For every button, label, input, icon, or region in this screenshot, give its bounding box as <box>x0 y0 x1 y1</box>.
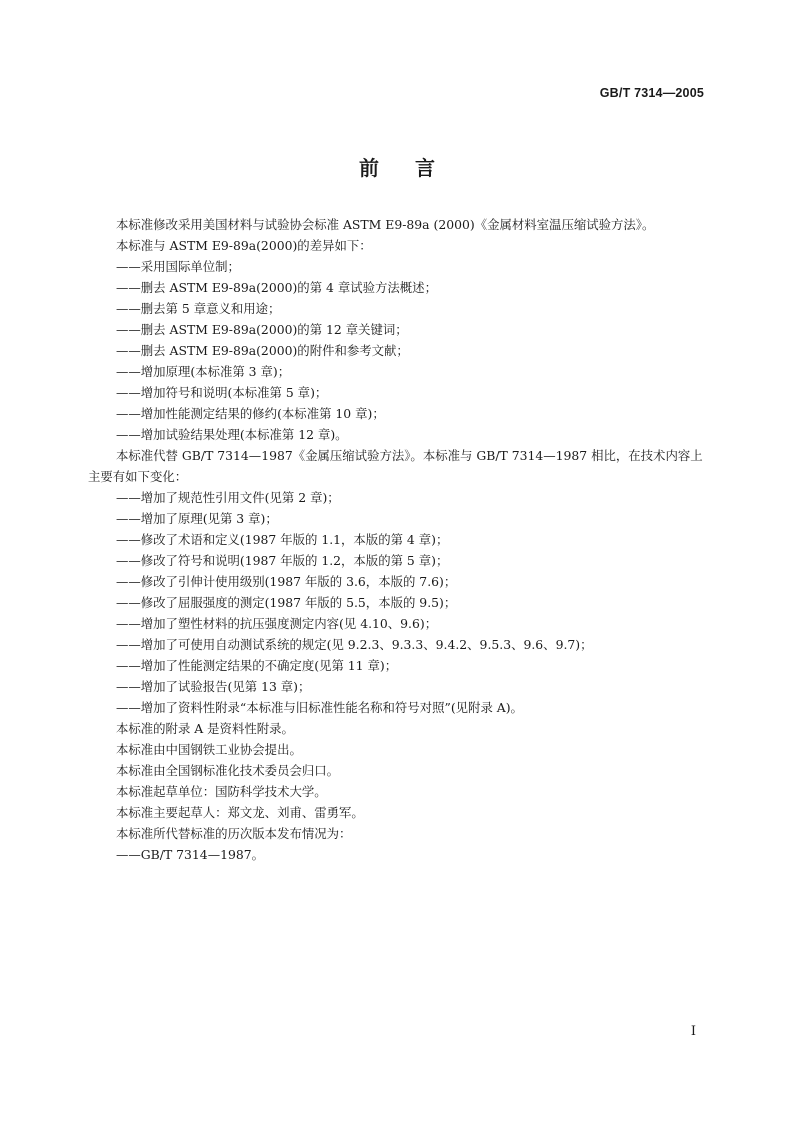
list-item: ——增加性能测定结果的修约(本标准第 10 章)； <box>116 406 385 421</box>
list-item: ——删去 ASTM E9-89a(2000)的第 4 章试验方法概述； <box>116 280 437 295</box>
list-item: ——修改了屈服强度的测定(1987 年版的 5.5，本版的 9.5)； <box>116 595 457 610</box>
document-code: GB/T 7314—2005 <box>599 86 704 100</box>
list-item: ——修改了引伸计使用级别(1987 年版的 3.6，本版的 7.6)； <box>116 574 457 589</box>
paragraph: 本标准的附录 A 是资料性附录。 <box>116 721 294 736</box>
list-item: ——删去 ASTM E9-89a(2000)的第 12 章关键词； <box>116 322 408 337</box>
list-item: ——修改了符号和说明(1987 年版的 1.2，本版的第 5 章)； <box>116 553 449 568</box>
page-title: 前言 <box>359 156 471 180</box>
paragraph: 本标准修改采用美国材料与试验协会标准 ASTM E9-89a (2000)《金属材料室温压缩试验方法》。 <box>116 217 655 232</box>
foreword-body <box>88 214 710 865</box>
paragraph: 本标准代替 GB/T 7314—1987《金属压缩试验方法》。本标准与 GB/T 7314—1987 相比，在技术内容上主要有如下变化： <box>88 448 703 484</box>
list-item: ——增加了原理(见第 3 章)； <box>116 511 278 526</box>
list-item: ——采用国际单位制； <box>116 259 240 274</box>
paragraph: 本标准起草单位：国防科学技术大学。 <box>116 784 327 799</box>
paragraph: 本标准由全国钢标准化技术委员会归口。 <box>116 763 340 778</box>
paragraph: 本标准所代替标准的历次版本发布情况为： <box>116 826 352 841</box>
list-item: ——增加了资料性附录“本标准与旧标准性能名称和符号对照”(见附录 A)。 <box>116 700 523 715</box>
list-item: ——增加原理(本标准第 3 章)； <box>116 364 291 379</box>
list-item: ——删去 ASTM E9-89a(2000)的附件和参考文献； <box>116 343 409 358</box>
list-item: ——增加符号和说明(本标准第 5 章)； <box>116 385 328 400</box>
list-item: ——增加了试验报告(见第 13 章)； <box>116 679 311 694</box>
paragraph: 本标准与 ASTM E9-89a(2000)的差异如下： <box>116 238 372 253</box>
list-item: ——删去第 5 章意义和用途； <box>116 301 281 316</box>
list-item: ——增加了性能测定结果的不确定度(见第 11 章)； <box>116 658 398 673</box>
list-item: ——修改了术语和定义(1987 年版的 1.1，本版的第 4 章)； <box>116 532 449 547</box>
list-item: ——增加试验结果处理(本标准第 12 章)。 <box>116 427 348 442</box>
paragraph: 本标准主要起草人：郑文龙、刘甫、雷勇军。 <box>116 805 364 820</box>
list-item: ——增加了塑性材料的抗压强度测定内容(见 4.10、9.6)； <box>116 616 438 631</box>
page-number: I <box>690 1024 696 1039</box>
list-item: ——增加了规范性引用文件(见第 2 章)； <box>116 490 340 505</box>
list-item: ——增加了可使用自动测试系统的规定(见 9.2.3、9.3.3、9.4.2、9.5.3、9.6、9.7)； <box>116 637 593 652</box>
paragraph: 本标准由中国钢铁工业协会提出。 <box>116 742 302 757</box>
list-item: ——GB/T 7314—1987。 <box>116 847 265 862</box>
